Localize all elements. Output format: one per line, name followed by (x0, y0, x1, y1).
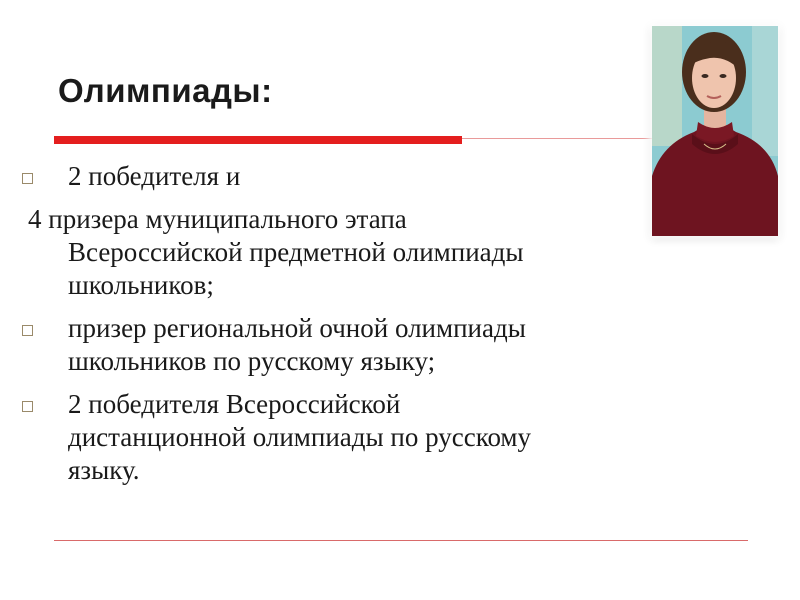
title-underline-thin (462, 138, 652, 139)
list-item-text-line3: языку. (68, 455, 140, 485)
square-bullet-icon (22, 173, 33, 184)
list-item-text-line1: 4 призера муниципального этапа (28, 204, 407, 234)
slide-title: Олимпиады: (58, 72, 273, 109)
square-bullet-icon (22, 325, 33, 336)
list-item-1 (0, 160, 760, 193)
list-item-2 (0, 203, 760, 302)
bottom-rule (54, 540, 748, 541)
list-item-text-line2: школьников по русскому языку; (68, 346, 436, 376)
title-underline-red (54, 136, 462, 144)
list-item-text-line1: 2 победителя Всероссийской (68, 389, 401, 419)
list-item-text: 2 победителя и (68, 161, 241, 191)
list-item-text-line2: дистанционной олимпиады по русскому (68, 422, 532, 452)
square-bullet-icon (22, 401, 33, 412)
list-item-text-line2: Всероссийской предметной олимпиады (68, 237, 524, 267)
bullet-list (0, 160, 760, 487)
list-item-text-line3: школьников; (68, 270, 214, 300)
list-item-4 (0, 388, 760, 487)
list-item-3 (0, 312, 760, 378)
list-item-text-line1: призер региональной очной олимпиады (68, 313, 526, 343)
